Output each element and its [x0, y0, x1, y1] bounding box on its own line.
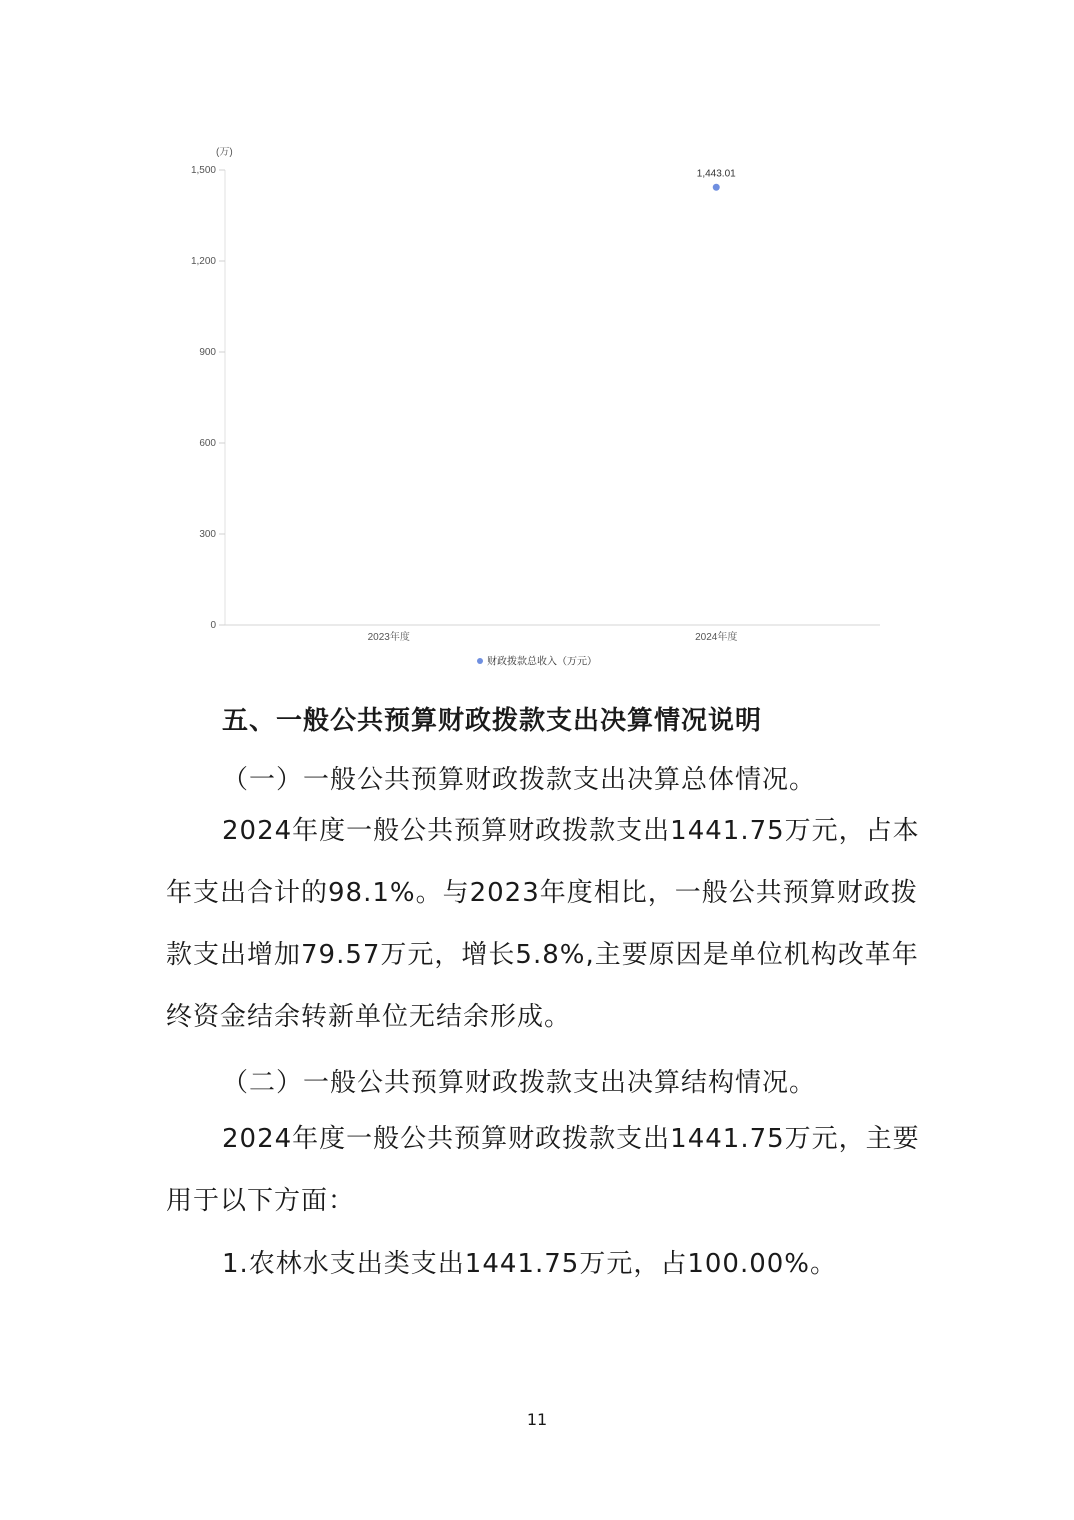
subsection-2-title: （二）一般公共预算财政拨款支出决算结构情况。 — [222, 1068, 817, 1098]
expense-item-1: 1.农林水支出类支出1441.75万元，占100.00%。 — [222, 1249, 838, 1279]
subsection-1-body: 2024年度一般公共预算财政拨款支出1441.75万元，占本年支出合计的98.1%。与2023年度相比，一般公共预算财政拨款支出增加79.57万元，增长5.8%,主要原因是单位机构改革年终资金结余转新单位无结余形成。 — [166, 816, 920, 1032]
subsection-1-title: （一）一般公共预算财政拨款支出决算总体情况。 — [222, 765, 817, 795]
income-chart — [0, 0, 1074, 680]
legend-marker — [477, 658, 483, 664]
subsection-2-body: 2024年度一般公共预算财政拨款支出1441.75万元，主要用于以下方面： — [166, 1124, 920, 1216]
x-tick-label: 2023年度 — [367, 632, 410, 643]
section-title: 五、一般公共预算财政拨款支出决算情况说明 — [222, 706, 763, 736]
data-label: 1,443.01 — [696, 168, 736, 180]
page-number: 11 — [526, 1410, 548, 1429]
y-tick-label: 1,500 — [190, 165, 216, 176]
y-tick-label: 0 — [210, 620, 216, 631]
y-tick-label: 300 — [199, 529, 216, 540]
legend-label: 财政拨款总收入（万元） — [487, 656, 597, 668]
data-point — [713, 184, 720, 191]
y-tick-label: 600 — [199, 438, 216, 449]
y-tick-label: 1,200 — [190, 256, 216, 267]
y-tick-label: 900 — [199, 347, 216, 358]
x-tick-label: 2024年度 — [695, 632, 738, 643]
y-axis-unit-label: (万) — [216, 147, 233, 158]
